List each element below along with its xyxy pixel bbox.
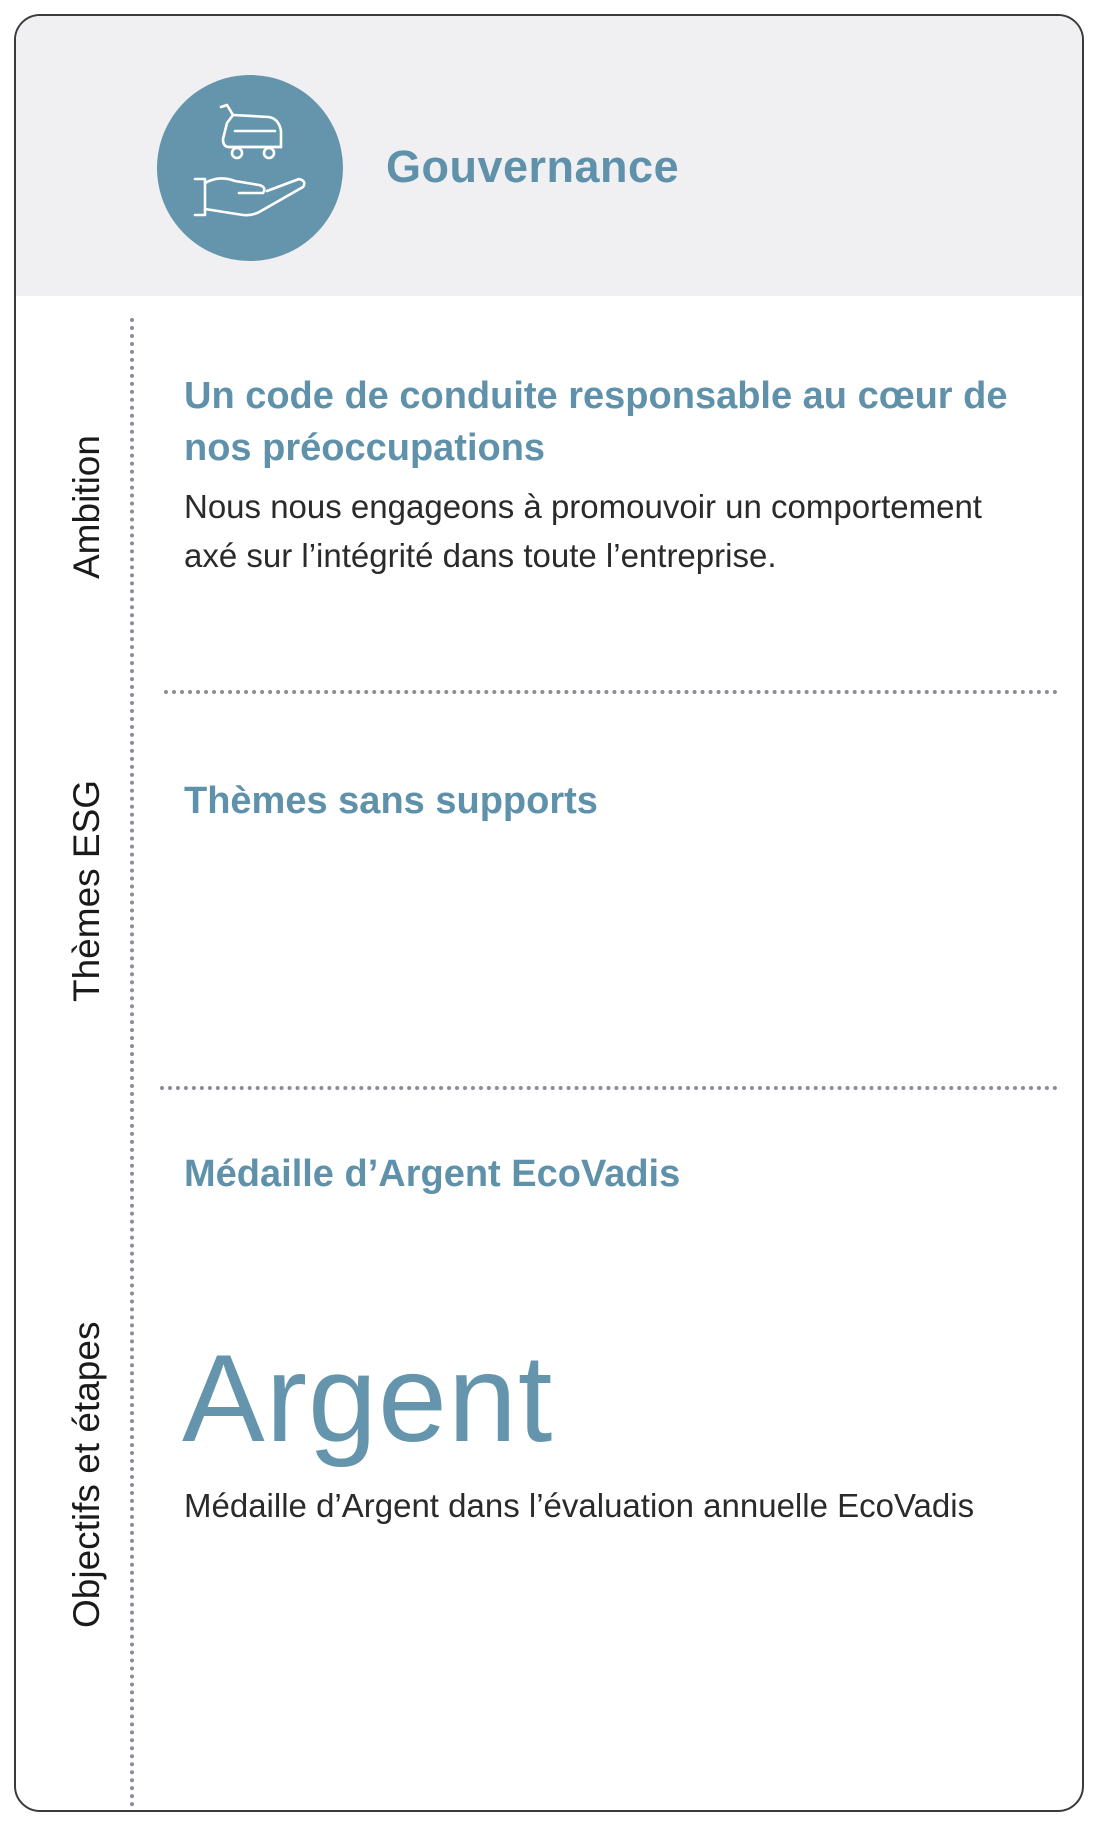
section-divider-2 (160, 1086, 1058, 1090)
ambition-text-line2: axé sur l’intégrité dans toute l’entreprise. (184, 537, 777, 574)
hand-holding-vehicle-icon (157, 75, 343, 261)
ambition-text-line1: Nous nous engageons à promouvoir un comportement (184, 488, 982, 525)
vertical-divider (130, 318, 134, 1808)
side-label-ambition: Ambition (66, 435, 107, 579)
side-label-objectives: Objectifs et étapes (66, 1321, 107, 1628)
ambition-title-line1: Un code de conduite responsable au cœur de (184, 375, 1008, 417)
ambition-title-line2: nos préoccupations (184, 427, 546, 469)
themes-title: Thèmes sans supports (184, 780, 598, 822)
header-title: Gouvernance (386, 141, 680, 192)
objectives-big-value: Argent (182, 1330, 554, 1468)
icon-badge (157, 75, 343, 261)
side-label-themes: Thèmes ESG (66, 779, 107, 1002)
objectives-caption: Médaille d’Argent dans l’évaluation annuelle EcoVadis (184, 1487, 975, 1524)
section-divider-1 (164, 690, 1058, 694)
governance-card (14, 14, 1084, 1812)
card-header (16, 16, 1082, 296)
objectives-title: Médaille d’Argent EcoVadis (184, 1153, 681, 1195)
